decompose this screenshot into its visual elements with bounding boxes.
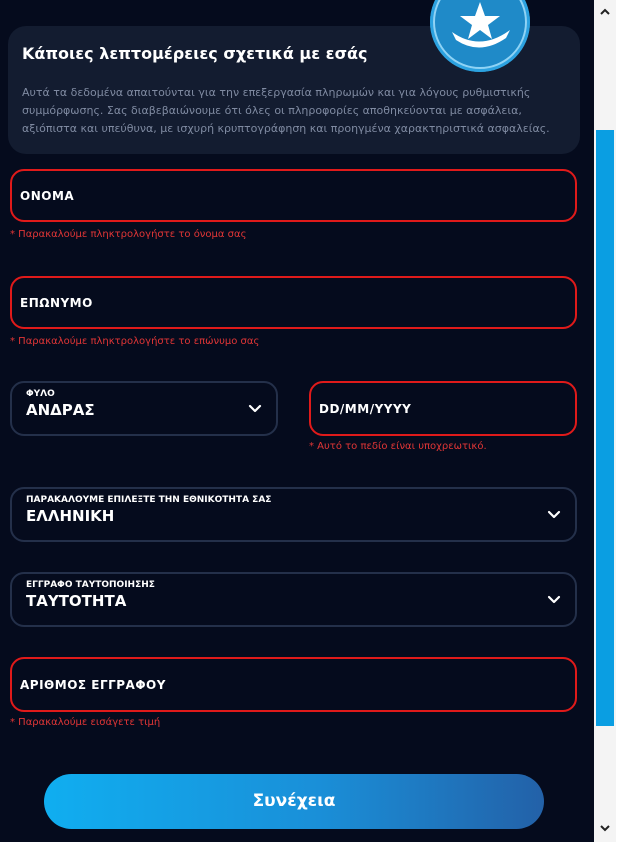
id-document-value: ΤΑΥΤΟΤΗΤΑ bbox=[26, 592, 127, 610]
gender-select[interactable] bbox=[10, 381, 278, 436]
brand-logo bbox=[430, 0, 530, 72]
scroll-thumb[interactable] bbox=[596, 130, 614, 726]
chevron-down-icon bbox=[547, 595, 561, 605]
scroll-up-icon[interactable] bbox=[598, 6, 612, 18]
last-name-input[interactable] bbox=[10, 276, 577, 329]
document-number-placeholder: ΑΡΙΘΜΟΣ ΕΓΓΡΑΦΟΥ bbox=[20, 677, 166, 692]
id-document-select[interactable] bbox=[10, 572, 577, 627]
scrollbar[interactable] bbox=[594, 0, 616, 842]
chevron-down-icon bbox=[248, 404, 262, 414]
document-number-error: * Παρακαλούμε εισάγετε τιμή bbox=[10, 717, 161, 728]
dob-error: * Αυτό το πεδίο είναι υποχρεωτικό. bbox=[309, 441, 487, 452]
first-name-error: * Παρακαλούμε πληκτρολογήστε το όνομα σας bbox=[10, 229, 247, 240]
star-logo-icon bbox=[430, 0, 530, 72]
gender-label: ΦΥΛΟ bbox=[26, 389, 55, 399]
continue-button[interactable]: Συνέχεια bbox=[44, 774, 544, 829]
id-document-label: ΕΓΓΡΑΦΟ ΤΑΥΤΟΠΟΙΗΣΗΣ bbox=[26, 580, 155, 590]
chevron-down-icon bbox=[547, 510, 561, 520]
document-number-input[interactable] bbox=[10, 657, 577, 712]
scroll-down-icon[interactable] bbox=[598, 822, 612, 834]
last-name-placeholder: ΕΠΩΝΥΜΟ bbox=[20, 295, 93, 310]
gender-value: ΑΝΔΡΑΣ bbox=[26, 401, 95, 419]
date-of-birth-input[interactable] bbox=[309, 381, 577, 436]
info-title: Κάποιες λεπτομέρειες σχετικά με εσάς bbox=[22, 44, 368, 63]
dob-placeholder: DD/MM/YYYY bbox=[319, 401, 412, 416]
nationality-value: ΕΛΛΗΝΙΚΗ bbox=[26, 507, 115, 525]
info-text: Αυτά τα δεδομένα απαιτούνται για την επεξεργασία πληρωμών και για λόγους ρυθμιστικής συμμόρφωσης. Σας διαβεβαιώνουμε ότι όλες οι πληροφορίες αποθηκεύονται με ασφάλεια, αξιόπιστα και υπεύθυνα, με ισχυρή κρυπτογράφηση και προηγμένα χαρακτηριστικά ασφαλείας. bbox=[22, 86, 550, 135]
last-name-error: * Παρακαλούμε πληκτρολογήστε το επώνυμο σας bbox=[10, 336, 260, 347]
first-name-input[interactable] bbox=[10, 169, 577, 222]
nationality-select[interactable] bbox=[10, 487, 577, 542]
first-name-placeholder: ΟΝΟΜΑ bbox=[20, 188, 75, 203]
nationality-label: ΠΑΡΑΚΑΛΟΥΜΕ ΕΠΙΛΕΞΤΕ ΤΗΝ ΕΘΝΙΚΟΤΗΤΑ ΣΑΣ bbox=[26, 495, 272, 505]
